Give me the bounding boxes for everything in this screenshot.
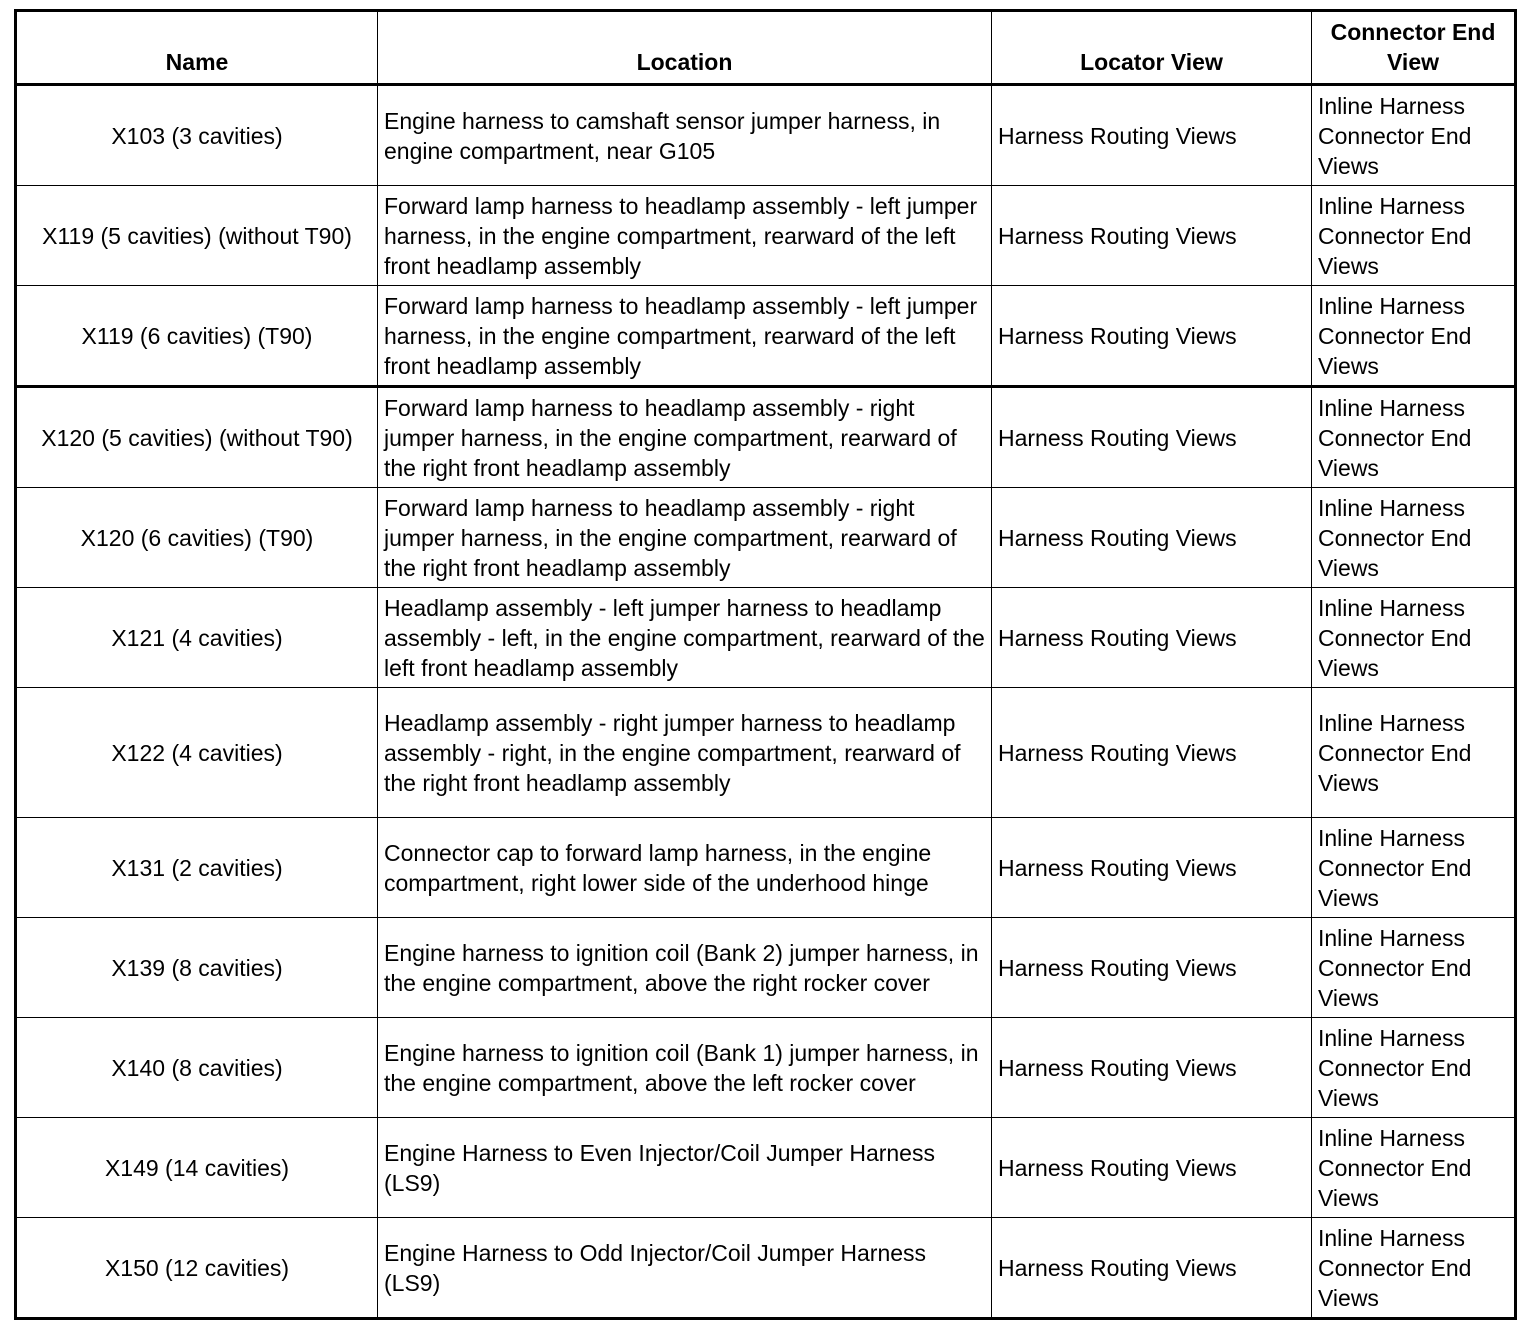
cell-name: X140 (8 cavities) <box>16 1018 378 1118</box>
cell-name: X149 (14 cavities) <box>16 1118 378 1218</box>
cell-location: Headlamp assembly - right jumper harness to headlamp assembly - right, in the engine compartment, rearward of the right front headlamp assembly <box>378 688 992 818</box>
cell-connector-end-view: Inline Harness Connector End Views <box>1312 1218 1516 1319</box>
table-row <box>16 488 1516 588</box>
cell-location: Forward lamp harness to headlamp assembly - right jumper harness, in the engine compartment, rearward of the right front headlamp assembly <box>378 488 992 588</box>
cell-locator-view: Harness Routing Views <box>992 918 1312 1018</box>
cell-location: Connector cap to forward lamp harness, in the engine compartment, right lower side of the underhood hinge <box>378 818 992 918</box>
table-row <box>16 918 1516 1018</box>
table-row <box>16 1118 1516 1218</box>
cell-locator-view: Harness Routing Views <box>992 1118 1312 1218</box>
cell-location: Engine Harness to Odd Injector/Coil Jumper Harness (LS9) <box>378 1218 992 1319</box>
cell-location: Engine harness to camshaft sensor jumper harness, in engine compartment, near G105 <box>378 85 992 186</box>
cell-locator-view: Harness Routing Views <box>992 286 1312 387</box>
cell-connector-end-view: Inline Harness Connector End Views <box>1312 588 1516 688</box>
cell-locator-view: Harness Routing Views <box>992 688 1312 818</box>
cell-locator-view: Harness Routing Views <box>992 588 1312 688</box>
cell-location: Forward lamp harness to headlamp assembly - right jumper harness, in the engine compartment, rearward of the right front headlamp assembly <box>378 387 992 488</box>
cell-locator-view: Harness Routing Views <box>992 85 1312 186</box>
cell-connector-end-view: Inline Harness Connector End Views <box>1312 85 1516 186</box>
header-connector-end-view: Connector End View <box>1312 11 1516 85</box>
cell-location: Engine harness to ignition coil (Bank 2) jumper harness, in the engine compartment, above the right rocker cover <box>378 918 992 1018</box>
table-header <box>16 11 1516 85</box>
cell-name: X103 (3 cavities) <box>16 85 378 186</box>
cell-locator-view: Harness Routing Views <box>992 488 1312 588</box>
table-row <box>16 286 1516 387</box>
cell-name: X119 (6 cavities) (T90) <box>16 286 378 387</box>
header-location: Location <box>378 11 992 85</box>
cell-name: X120 (6 cavities) (T90) <box>16 488 378 588</box>
table-row <box>16 818 1516 918</box>
cell-connector-end-view: Inline Harness Connector End Views <box>1312 488 1516 588</box>
connector-table <box>14 9 1517 1320</box>
table-row <box>16 688 1516 818</box>
cell-locator-view: Harness Routing Views <box>992 1218 1312 1319</box>
cell-name: X122 (4 cavities) <box>16 688 378 818</box>
cell-name: X119 (5 cavities) (without T90) <box>16 186 378 286</box>
cell-connector-end-view: Inline Harness Connector End Views <box>1312 387 1516 488</box>
cell-connector-end-view: Inline Harness Connector End Views <box>1312 286 1516 387</box>
cell-location: Engine Harness to Even Injector/Coil Jumper Harness (LS9) <box>378 1118 992 1218</box>
cell-name: X139 (8 cavities) <box>16 918 378 1018</box>
header-row <box>16 11 1516 85</box>
cell-location: Engine harness to ignition coil (Bank 1) jumper harness, in the engine compartment, above the left rocker cover <box>378 1018 992 1118</box>
header-name: Name <box>16 11 378 85</box>
cell-connector-end-view: Inline Harness Connector End Views <box>1312 186 1516 286</box>
table-row <box>16 1218 1516 1319</box>
table-row <box>16 588 1516 688</box>
cell-location: Headlamp assembly - left jumper harness to headlamp assembly - left, in the engine compartment, rearward of the left front headlamp assembly <box>378 588 992 688</box>
cell-location: Forward lamp harness to headlamp assembly - left jumper harness, in the engine compartment, rearward of the left front headlamp assembly <box>378 186 992 286</box>
cell-locator-view: Harness Routing Views <box>992 186 1312 286</box>
table-row <box>16 85 1516 186</box>
cell-locator-view: Harness Routing Views <box>992 818 1312 918</box>
table-row <box>16 186 1516 286</box>
cell-location: Forward lamp harness to headlamp assembly - left jumper harness, in the engine compartment, rearward of the left front headlamp assembly <box>378 286 992 387</box>
cell-locator-view: Harness Routing Views <box>992 387 1312 488</box>
cell-name: X131 (2 cavities) <box>16 818 378 918</box>
table-row <box>16 387 1516 488</box>
cell-connector-end-view: Inline Harness Connector End Views <box>1312 688 1516 818</box>
cell-locator-view: Harness Routing Views <box>992 1018 1312 1118</box>
table-body <box>16 85 1516 1319</box>
cell-name: X150 (12 cavities) <box>16 1218 378 1319</box>
table-row <box>16 1018 1516 1118</box>
cell-connector-end-view: Inline Harness Connector End Views <box>1312 1018 1516 1118</box>
cell-name: X121 (4 cavities) <box>16 588 378 688</box>
cell-connector-end-view: Inline Harness Connector End Views <box>1312 818 1516 918</box>
header-locator-view: Locator View <box>992 11 1312 85</box>
cell-name: X120 (5 cavities) (without T90) <box>16 387 378 488</box>
cell-connector-end-view: Inline Harness Connector End Views <box>1312 1118 1516 1218</box>
cell-connector-end-view: Inline Harness Connector End Views <box>1312 918 1516 1018</box>
